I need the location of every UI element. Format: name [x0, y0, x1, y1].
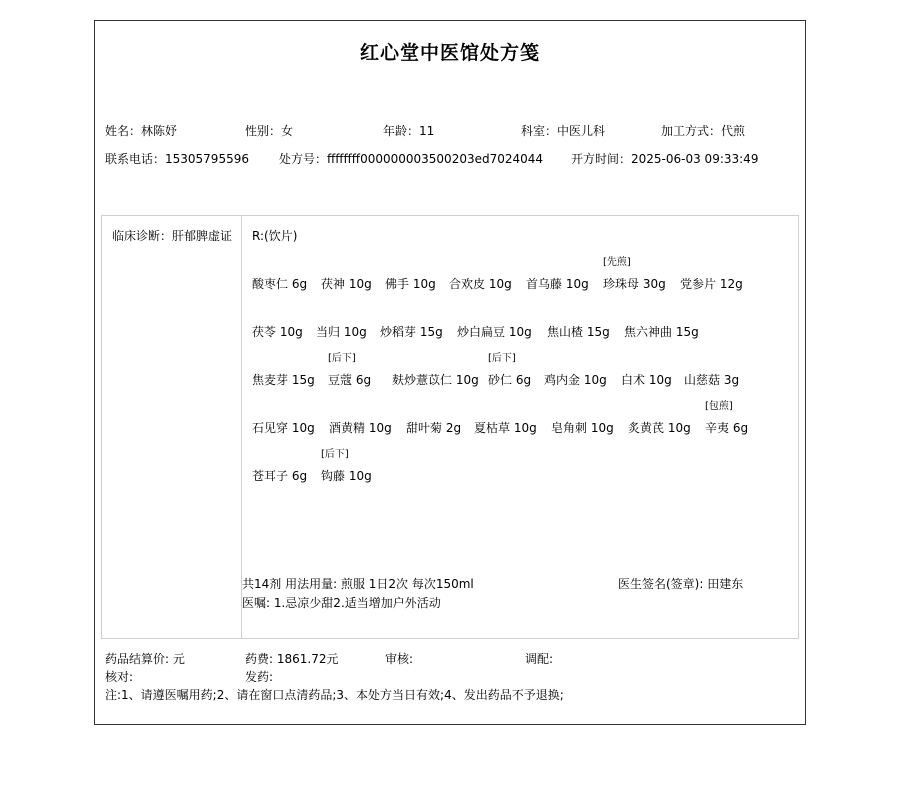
prescription-time: 开方时间：2025-06-03 09:33:49 — [571, 152, 759, 166]
herb-item: 麸炒薏苡仁 10g — [392, 373, 479, 387]
prescription-body — [101, 215, 799, 639]
medical-advice: 医嘱: 1.忌凉少甜2.适当增加户外活动 — [242, 596, 441, 610]
herb-item: 辛夷 6g — [705, 421, 749, 435]
patient-age: 年龄：11 — [383, 124, 435, 138]
dispense-field: 调配: — [525, 652, 554, 666]
herb-item: 石见穿 10g — [252, 421, 315, 435]
herb-item: 夏枯草 10g — [474, 421, 537, 435]
rx-label: R:(饮片) — [252, 229, 298, 243]
prescription-number: 处方号：ffffffff000000003500203ed7024044 — [279, 152, 544, 166]
column-divider — [241, 216, 242, 638]
herb-item: 炒稻芽 15g — [380, 325, 443, 339]
patient-gender: 性别：女 — [245, 124, 294, 138]
herb-item: 苍耳子 6g — [252, 469, 308, 483]
herb-note: [后下] — [488, 353, 516, 364]
herb-item: 首乌藤 10g — [526, 277, 589, 291]
department: 科室：中医儿科 — [521, 124, 606, 138]
herb-item: 钩藤 10g — [321, 469, 372, 483]
processing-method: 加工方式：代煎 — [661, 124, 746, 138]
herb-item: 合欢皮 10g — [449, 277, 512, 291]
doctor-signature: 医生签名(签章): 田建东 — [618, 577, 744, 591]
herb-item: 鸡内金 10g — [544, 373, 607, 387]
herb-item: 炙黄芪 10g — [628, 421, 691, 435]
clinical-diagnosis: 临床诊断：肝郁脾虚证 — [112, 229, 233, 243]
deliver-field: 发药: — [245, 670, 274, 684]
herb-item: 白术 10g — [621, 373, 672, 387]
form-title: 红心堂中医馆处方笺 — [359, 42, 540, 64]
herb-item: 豆蔻 6g — [328, 373, 372, 387]
herb-item: 皂角刺 10g — [551, 421, 614, 435]
herb-item: 当归 10g — [316, 325, 367, 339]
herb-item: 酒黄精 10g — [329, 421, 392, 435]
herb-item: 酸枣仁 6g — [252, 277, 308, 291]
herb-item: 焦六神曲 15g — [624, 325, 699, 339]
herb-note: [后下] — [321, 449, 349, 460]
check-field: 核对: — [105, 670, 134, 684]
herb-item: 山慈菇 3g — [684, 373, 740, 387]
settlement-price: 药品结算价: 元 — [105, 652, 185, 666]
contact-phone: 联系电话：15305795596 — [105, 152, 249, 166]
usage-dosage: 共14剂 用法用量: 煎服 1日2次 每次150ml — [242, 577, 474, 591]
herb-item: 珍珠母 30g — [603, 277, 666, 291]
herb-item: 炒白扁豆 10g — [457, 325, 532, 339]
patient-name: 姓名：林陈妤 — [105, 124, 178, 138]
herb-item: 焦麦芽 15g — [252, 373, 315, 387]
herb-item: 党参片 12g — [680, 277, 743, 291]
footer-notes: 注:1、请遵医嘱用药;2、请在窗口点清药品;3、本处方当日有效;4、发出药品不予退换; — [105, 688, 564, 702]
herb-item: 甜叶菊 2g — [406, 421, 462, 435]
herb-item: 茯苓 10g — [252, 325, 303, 339]
herb-item: 焦山楂 15g — [547, 325, 610, 339]
herb-item: 茯神 10g — [321, 277, 372, 291]
herb-note: [后下] — [328, 353, 356, 364]
drug-fee: 药费: 1861.72元 — [245, 652, 339, 666]
herb-note: [先煎] — [603, 257, 631, 268]
review-field: 审核: — [385, 652, 414, 666]
herb-item: 佛手 10g — [385, 277, 436, 291]
herb-note: [包煎] — [705, 401, 733, 412]
herb-item: 砂仁 6g — [488, 373, 532, 387]
prescription-form — [94, 20, 806, 725]
